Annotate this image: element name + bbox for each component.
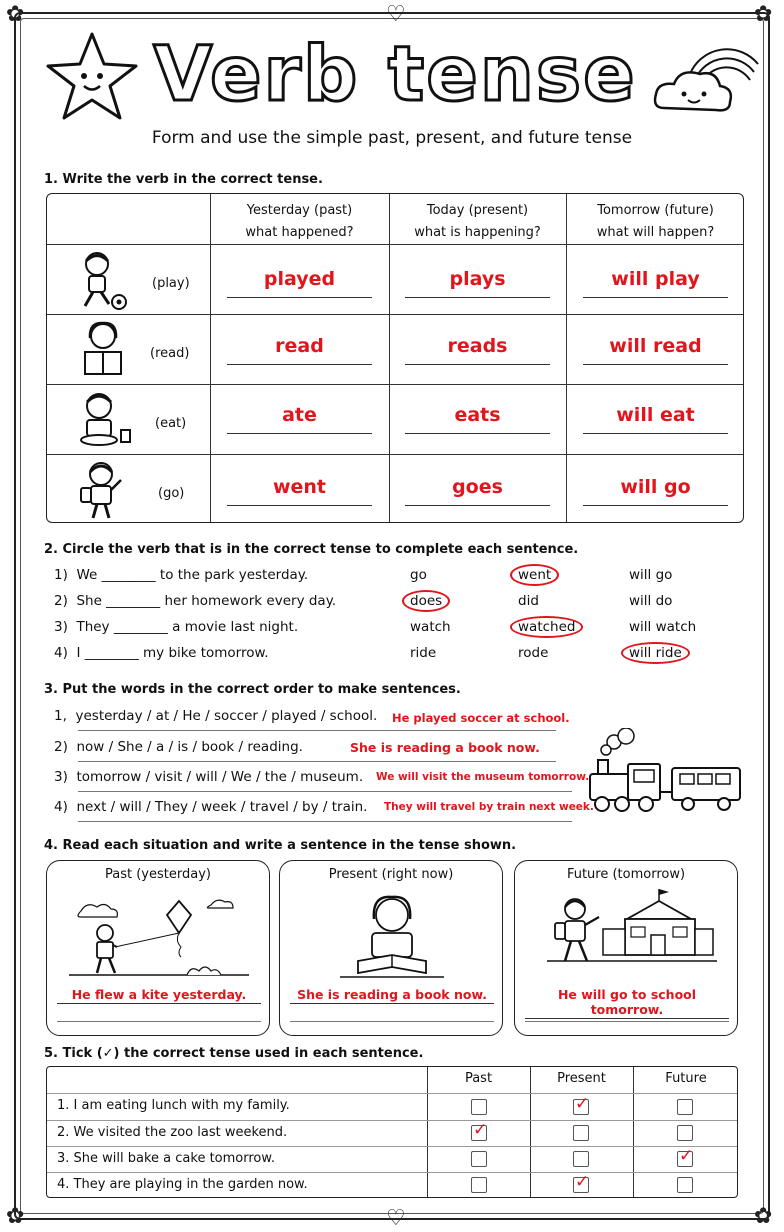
girl-reading-book-icon: [336, 889, 448, 983]
option[interactable]: will go: [629, 567, 673, 583]
page-subtitle: Form and use the simple past, present, and future tense: [151, 128, 633, 148]
option[interactable]: ride: [410, 645, 437, 661]
answer-future: will eat: [583, 400, 728, 434]
checkbox[interactable]: [471, 1177, 487, 1193]
column-header-future: Tomorrow (future) what will happen?: [596, 203, 715, 240]
answer-present: plays: [405, 264, 550, 298]
checkbox-checked[interactable]: ✓: [575, 1172, 590, 1192]
answer-present: reads: [405, 331, 550, 365]
boy-walking-to-school-icon: [547, 889, 717, 983]
answer-future-sentence: He will go to school tomorrow.: [525, 987, 729, 1019]
sentence-1: 1) We ________ to the park yesterday.: [54, 567, 309, 583]
option[interactable]: watch: [410, 619, 451, 635]
option[interactable]: go: [410, 567, 427, 583]
tick-table: [46, 1066, 738, 1198]
column-header-future: Future: [665, 1071, 707, 1086]
sentence-3: 3) They ________ a movie last night.: [54, 619, 299, 635]
verb-label: (read): [150, 346, 190, 361]
answer-sentence-1: He played soccer at school.: [392, 711, 570, 725]
column-header-past: Yesterday (past) what happened?: [245, 203, 354, 240]
heart-icon: ♡: [386, 1206, 406, 1231]
checkbox[interactable]: [677, 1177, 693, 1193]
answer-sentence-4: They will travel by train next week.: [384, 801, 594, 813]
boy-flying-kite-icon: [67, 887, 251, 985]
answer-sentence-2: She is reading a book now.: [350, 740, 540, 755]
panel-future: [514, 860, 738, 1036]
boy-eating-icon: [73, 388, 137, 450]
scrambled-sentence-1: 1, yesterday / at / He / soccer / played / school.: [54, 708, 378, 724]
sentence-4: 4) I ________ my bike tomorrow.: [54, 645, 269, 661]
sentence-row-2: 2. We visited the zoo last weekend.: [57, 1125, 288, 1140]
section-5-heading: 5. Tick (✓) the correct tense used in each sentence.: [44, 1046, 424, 1061]
sentence-2: 2) She ________ her homework every day.: [54, 593, 337, 609]
option[interactable]: will do: [629, 593, 673, 609]
verb-label: (eat): [155, 416, 187, 431]
panel-present: [279, 860, 503, 1036]
option-circled[interactable]: does: [402, 590, 450, 612]
checkbox-checked[interactable]: ✓: [575, 1094, 590, 1114]
option[interactable]: will watch: [629, 619, 697, 635]
flower-icon: ✿: [6, 2, 25, 27]
star-face-icon: [44, 30, 140, 122]
flower-icon: ✿: [6, 1204, 25, 1229]
heart-icon: ♡: [386, 2, 406, 27]
answer-future: will read: [583, 331, 728, 365]
option[interactable]: did: [518, 593, 539, 609]
checkbox[interactable]: [471, 1099, 487, 1115]
page-title: Verb tense: [153, 29, 637, 118]
section-4-heading: 4. Read each situation and write a sentence in the tense shown.: [44, 838, 517, 853]
answer-present-sentence: She is reading a book now.: [290, 987, 494, 1004]
column-header-past: Past: [464, 1071, 493, 1086]
verb-label: (go): [158, 486, 185, 501]
section-2-heading: 2. Circle the verb that is in the correct tense to complete each sentence.: [44, 542, 579, 557]
flower-icon: ✿: [754, 1204, 773, 1229]
checkbox[interactable]: [677, 1125, 693, 1141]
flower-icon: ✿: [754, 2, 773, 27]
train-icon: [584, 728, 744, 818]
tense-table: [46, 193, 744, 523]
panel-past: [46, 860, 270, 1036]
sentence-row-1: 1. I am eating lunch with my family.: [57, 1098, 290, 1113]
answer-future: will play: [583, 264, 728, 298]
sentence-row-4: 4. They are playing in the garden now.: [57, 1177, 308, 1192]
panel-title: Future (tomorrow): [566, 867, 686, 882]
answer-sentence-3: We will visit the museum tomorrow.: [376, 771, 590, 783]
answer-past: went: [227, 472, 372, 506]
checkbox[interactable]: [573, 1151, 589, 1167]
checkbox-checked[interactable]: ✓: [679, 1146, 694, 1166]
checkbox[interactable]: [677, 1099, 693, 1115]
checkbox[interactable]: [471, 1151, 487, 1167]
option[interactable]: rode: [518, 645, 549, 661]
checkbox-checked[interactable]: ✓: [473, 1120, 488, 1140]
child-walking-icon: [73, 458, 133, 522]
girl-reading-icon: [73, 318, 133, 382]
section-1-heading: 1. Write the verb in the correct tense.: [44, 172, 323, 187]
panel-title: Past (yesterday): [105, 867, 211, 882]
option-circled[interactable]: watched: [510, 616, 583, 638]
checkbox[interactable]: [573, 1125, 589, 1141]
scrambled-sentence-4: 4) next / will / They / week / travel / by / train.: [54, 799, 368, 815]
panel-title: Present (right now): [328, 867, 454, 882]
scrambled-sentence-2: 2) now / She / a / is / book / reading.: [54, 739, 303, 755]
column-header-present: Today (present) what is happening?: [414, 203, 541, 240]
answer-past: read: [227, 331, 372, 365]
answer-present: eats: [405, 400, 550, 434]
answer-past: ate: [227, 400, 372, 434]
cloud-rainbow-icon: [650, 34, 762, 124]
option-circled[interactable]: went: [510, 564, 559, 586]
answer-past: played: [227, 264, 372, 298]
answer-future: will go: [583, 472, 728, 506]
answer-past-sentence: He flew a kite yesterday.: [57, 987, 261, 1004]
option-circled[interactable]: will ride: [621, 642, 690, 664]
boy-playing-soccer-icon: [73, 248, 133, 312]
section-3-heading: 3. Put the words in the correct order to make sentences.: [44, 682, 461, 697]
sentence-row-3: 3. She will bake a cake tomorrow.: [57, 1151, 275, 1166]
answer-present: goes: [405, 472, 550, 506]
verb-label: (play): [152, 276, 190, 291]
scrambled-sentence-3: 3) tomorrow / visit / will / We / the / museum.: [54, 769, 364, 785]
column-header-present: Present: [557, 1071, 606, 1086]
